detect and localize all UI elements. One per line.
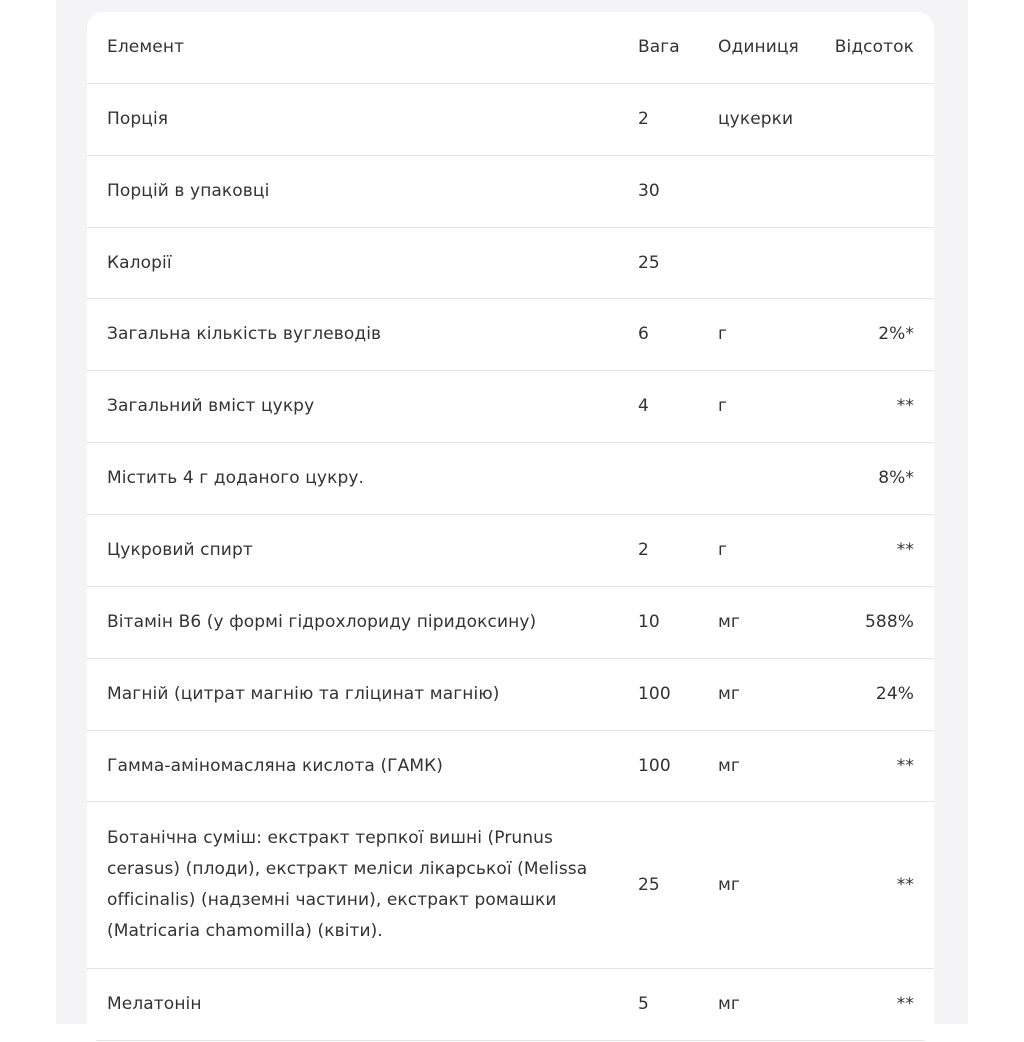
row-unit: г	[718, 540, 728, 560]
row-element: Загальний вміст цукру	[107, 396, 315, 416]
row-unit: мг	[718, 755, 740, 776]
row-element: Мелатонін	[107, 994, 202, 1014]
row-element: Цукровий спирт	[107, 540, 253, 560]
row-weight: 2	[638, 540, 649, 560]
table-row	[87, 443, 934, 515]
row-element: Калорії	[107, 252, 172, 273]
row-element: Вітамін B6 (у формі гідрохлориду піридоксину)	[107, 612, 537, 632]
row-unit: мг	[718, 994, 740, 1014]
row-percent: 2%*	[878, 324, 914, 344]
header-percent: Відсоток	[834, 37, 914, 57]
row-element: Порцій в упаковці	[107, 181, 270, 201]
row-weight: 10	[638, 612, 660, 632]
row-percent: **	[896, 755, 914, 776]
row-weight: 6	[638, 324, 649, 344]
table-row	[87, 84, 934, 156]
header-unit: Одиниця	[718, 37, 799, 57]
row-unit: г	[718, 396, 728, 416]
row-element: Ботанічна суміш: екстракт терпкої вишні (Prunus cerasus) (плоди), екстракт меліси лікарської (Melissa officinalis) (надземні частини), екстракт ромашки (Matricaria chamomilla) (квіти).	[107, 828, 588, 941]
row-weight: 25	[638, 874, 660, 895]
table-row	[87, 156, 934, 228]
row-unit: мг	[718, 612, 740, 632]
table-row	[87, 299, 934, 371]
row-percent: 588%	[864, 612, 914, 632]
row-weight	[638, 443, 708, 514]
row-percent	[804, 228, 914, 298]
table-row	[87, 515, 934, 587]
row-unit: цукерки	[718, 109, 794, 129]
row-element: Містить 4 г доданого цукру.	[107, 468, 365, 488]
table-row	[87, 228, 934, 299]
row-unit: мг	[718, 874, 740, 895]
table-row	[87, 969, 934, 1041]
row-weight: 4	[638, 396, 649, 416]
header-element: Елемент	[107, 37, 185, 57]
nutrition-table	[87, 12, 934, 1042]
row-weight: 25	[638, 252, 660, 273]
table-row	[87, 802, 934, 969]
row-percent	[804, 84, 914, 155]
row-element: Гамма-аміномасляна кислота (ГАМК)	[107, 755, 444, 776]
table-header	[87, 12, 934, 84]
row-weight: 100	[638, 684, 671, 704]
table-row	[87, 659, 934, 731]
row-percent: **	[896, 874, 914, 895]
row-percent: 8%*	[878, 468, 914, 488]
row-element: Порція	[107, 109, 169, 129]
row-weight: 5	[638, 994, 649, 1014]
row-weight: 2	[638, 109, 649, 129]
row-percent: **	[896, 540, 914, 560]
table-row	[87, 371, 934, 443]
row-percent: **	[896, 994, 914, 1014]
row-weight: 100	[638, 755, 671, 776]
row-percent: 24%	[875, 684, 914, 704]
table-row	[87, 587, 934, 659]
row-unit: г	[718, 324, 728, 344]
row-percent	[804, 156, 914, 227]
table-row	[87, 731, 934, 802]
row-percent: **	[896, 396, 914, 416]
row-element: Магній (цитрат магнію та гліцинат магнію)	[107, 684, 500, 704]
row-weight: 30	[638, 181, 660, 201]
row-element: Загальна кількість вуглеводів	[107, 324, 382, 344]
row-unit: мг	[718, 684, 740, 704]
header-weight: Вага	[638, 37, 680, 57]
